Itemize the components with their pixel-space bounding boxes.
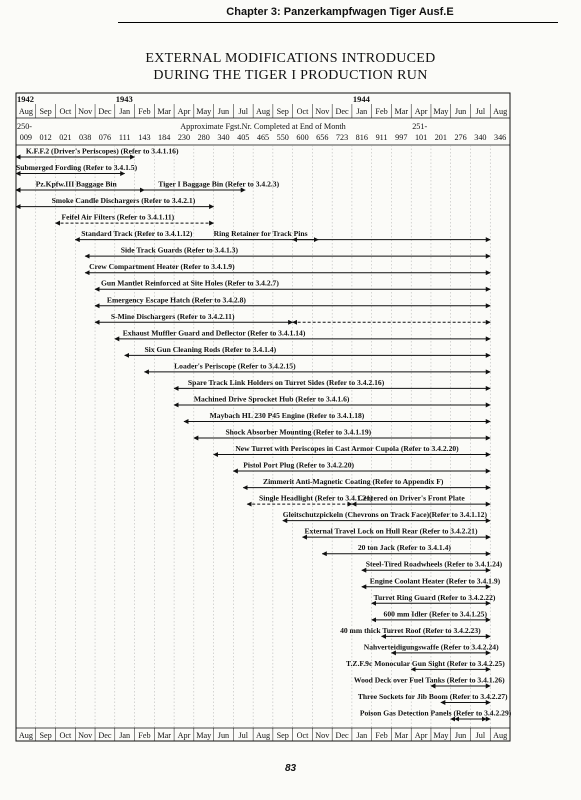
month-label-bottom: Jul xyxy=(238,731,249,740)
fgst-value: 405 xyxy=(237,133,250,142)
month-label-top: Mar xyxy=(157,107,172,116)
fgst-prefix-1: 250- xyxy=(17,122,33,131)
month-label-bottom: Apr xyxy=(177,731,191,740)
page-title-line-1: EXTERNAL MODIFICATIONS INTRODUCED xyxy=(145,51,436,66)
fgst-value: 143 xyxy=(138,133,151,142)
timeline-label: K.F.F.2 (Driver's Periscopes) (Refer to 3.4.1.16) xyxy=(25,146,179,156)
timeline-label: Machined Drive Sprocket Hub (Refer to 3.4.1.6) xyxy=(193,394,350,404)
timeline-label: Side Track Guards (Refer to 3.4.1.3) xyxy=(120,245,239,255)
year-label: 1942 xyxy=(17,94,34,104)
fgst-value: 101 xyxy=(414,133,428,142)
timeline-label: Exhaust Muffler Guard and Deflector (Refer to 3.4.1.14) xyxy=(122,328,306,338)
timeline-label: Steel-Tired Roadwheels (Refer to 3.4.1.24) xyxy=(365,559,503,569)
timeline-label: Maybach HL 230 P45 Engine (Refer to 3.4.1.18) xyxy=(209,410,365,420)
month-label-top: Oct xyxy=(59,107,72,116)
timeline-label: Emergency Escape Hatch (Refer to 3.4.2.8) xyxy=(106,295,246,305)
month-label-top: Jan xyxy=(119,107,131,116)
month-label-top: Apr xyxy=(177,107,191,116)
month-label-bottom: Mar xyxy=(157,731,172,740)
timeline-label: Turret Ring Guard (Refer to 3.4.2.22) xyxy=(373,592,496,602)
fgst-value: 340 xyxy=(217,133,230,142)
month-label-bottom: Aug xyxy=(18,731,33,740)
month-label-bottom: Oct xyxy=(59,731,72,740)
fgst-value: 656 xyxy=(316,133,329,142)
timeline-label: Pz.Kpfw.III Baggage Bin xyxy=(35,179,117,189)
fgst-value: 600 xyxy=(296,133,309,142)
month-label-bottom: Oct xyxy=(296,731,309,740)
timeline-label: Wood Deck over Fuel Tanks (Refer to 3.4.1.26) xyxy=(353,675,505,685)
month-label-bottom: Sep xyxy=(39,731,52,740)
month-label-top: Aug xyxy=(255,107,271,116)
page-number: 83 xyxy=(284,763,297,774)
chapter-heading: Chapter 3: Panzerkampfwagen Tiger Ausf.E xyxy=(226,6,454,18)
month-label-top: Jun xyxy=(217,107,230,116)
month-label-top: Feb xyxy=(138,107,151,116)
fgst-value: 184 xyxy=(158,133,171,142)
fgst-value: 816 xyxy=(355,133,368,142)
timeline-label: Crew Compartment Heater (Refer to 3.4.1.9) xyxy=(89,262,235,272)
month-label-bottom: Feb xyxy=(138,731,151,740)
month-label-top: Jan xyxy=(356,107,368,116)
month-label-bottom: Feb xyxy=(375,731,388,740)
month-label-top: Feb xyxy=(375,107,388,116)
timeline-label: Pistol Port Plug (Refer to 3.4.2.20) xyxy=(243,460,355,470)
fgst-value: 911 xyxy=(375,133,388,142)
month-label-top: Sep xyxy=(276,107,289,116)
year-label: 1943 xyxy=(115,94,133,104)
fgst-header: Approximate Fgst.Nr. Completed at End of Month xyxy=(180,122,346,131)
timeline-label: Nahverteidigungswaffe (Refer to 3.4.2.24) xyxy=(363,642,499,652)
month-label-top: May xyxy=(433,107,449,116)
month-label-top: Mar xyxy=(394,107,409,116)
page-title-line-2: DURING THE TIGER I PRODUCTION RUN xyxy=(153,68,428,83)
fgst-value: 465 xyxy=(256,133,270,142)
month-label-bottom: Nov xyxy=(315,731,330,740)
month-label-top: Aug xyxy=(18,107,33,116)
timeline-label: Smoke Candle Dischargers (Refer to 3.4.2.1) xyxy=(51,196,196,206)
timeline-label: Zimmerit Anti-Magnetic Coating (Refer to Appendix F) xyxy=(263,477,444,487)
fgst-value: 340 xyxy=(474,133,487,142)
month-label-top: Jul xyxy=(475,107,486,116)
month-label-bottom: Aug xyxy=(493,731,508,740)
timeline-label: Gun Mantlet Reinforced at Site Holes (Refer to 3.4.2.7) xyxy=(100,278,279,288)
month-label-top: May xyxy=(196,107,212,116)
month-label-bottom: Mar xyxy=(394,731,409,740)
timeline-label: Submerged Fording (Refer to 3.4.1.5) xyxy=(16,163,138,173)
timeline-label: Shock Absorber Mounting (Refer to 3.4.1.19) xyxy=(225,427,372,437)
month-label-top: Sep xyxy=(39,107,52,116)
timeline-label: Six Gun Cleaning Rods (Refer to 3.4.1.4) xyxy=(144,344,277,354)
fgst-value: 021 xyxy=(59,133,72,142)
month-label-bottom: Dec xyxy=(98,731,112,740)
month-label-top: Nov xyxy=(78,107,93,116)
fgst-value: 280 xyxy=(197,133,210,142)
year-label: 1944 xyxy=(352,94,370,104)
month-label-bottom: Jan xyxy=(356,731,368,740)
month-label-bottom: Jun xyxy=(454,731,467,740)
month-label-bottom: Jan xyxy=(119,731,131,740)
timeline-label: New Turret with Periscopes in Cast Armor Cupola (Refer to 3.4.2.20) xyxy=(235,444,459,454)
fgst-value: 038 xyxy=(79,133,92,142)
month-label-bottom: Apr xyxy=(414,731,428,740)
fgst-value: 230 xyxy=(177,133,191,142)
timeline-label: Centered on Driver's Front Plate xyxy=(357,493,465,503)
timeline-label: Gleitschutzpickeln (Chevrons on Track Face)(Refer to 3.4.1.12) xyxy=(282,510,487,520)
fgst-value: 276 xyxy=(454,133,467,142)
timeline-label: Loader's Periscope (Refer to 3.4.2.15) xyxy=(174,361,296,371)
timeline-label: Three Sockets for Jib Boom (Refer to 3.4.2.27) xyxy=(357,691,508,701)
fgst-prefix-2: 251- xyxy=(412,122,428,131)
fgst-value: 997 xyxy=(395,133,408,142)
month-label-top: Jul xyxy=(238,107,249,116)
timeline-label: 40 mm thick Turret Roof (Refer to 3.4.2.23) xyxy=(340,625,481,635)
fgst-value: 076 xyxy=(98,133,112,142)
fgst-value: 723 xyxy=(335,133,349,142)
month-label-bottom: Jul xyxy=(475,731,486,740)
timeline-label: Tiger I Baggage Bin (Refer to 3.4.2.3) xyxy=(158,179,280,189)
fgst-value: 009 xyxy=(19,133,33,142)
timeline-label: Single Headlight (Refer to 3.4.1.21) xyxy=(259,493,373,503)
fgst-value: 111 xyxy=(118,133,131,142)
month-label-top: Dec xyxy=(98,107,112,116)
timeline-label: Standard Track (Refer to 3.4.1.12) xyxy=(81,229,193,239)
fgst-value: 550 xyxy=(276,133,289,142)
timeline-label: Ring Retainer for Track Pins xyxy=(213,229,308,239)
month-label-bottom: Sep xyxy=(276,731,289,740)
fgst-value: 201 xyxy=(434,133,447,142)
timeline-label: Feifel Air Filters (Refer to 3.4.1.11) xyxy=(61,212,175,222)
fgst-value: 012 xyxy=(39,133,52,142)
timeline-label: Engine Coolant Heater (Refer to 3.4.1.9) xyxy=(369,576,501,586)
month-label-top: Dec xyxy=(335,107,349,116)
timeline-label: Poison Gas Detection Panels (Refer to 3.4.2.29) xyxy=(359,708,512,718)
month-label-bottom: May xyxy=(433,731,449,740)
month-label-bottom: Aug xyxy=(255,731,271,740)
timeline-label: T.Z.F.9c Monocular Gun Sight (Refer to 3.4.2.25) xyxy=(345,658,505,668)
month-label-top: Apr xyxy=(414,107,428,116)
timeline-label: External Travel Lock on Hull Rear (Refer to 3.4.2.21) xyxy=(304,526,478,536)
fgst-value: 346 xyxy=(493,133,507,142)
month-label-top: Jun xyxy=(454,107,467,116)
month-label-bottom: Nov xyxy=(78,731,93,740)
timeline-label: S-Mine Dischargers (Refer to 3.4.2.11) xyxy=(110,311,235,321)
month-label-bottom: Dec xyxy=(335,731,349,740)
month-label-top: Oct xyxy=(296,107,309,116)
month-label-top: Nov xyxy=(315,107,330,116)
timeline-label: 20 ton Jack (Refer to 3.4.1.4) xyxy=(357,543,451,553)
month-label-bottom: May xyxy=(196,731,212,740)
timeline-label: 600 mm Idler (Refer to 3.4.1.25) xyxy=(383,609,488,619)
timeline-label: Spare Track Link Holders on Turret Sides (Refer to 3.4.2.16) xyxy=(187,377,385,387)
month-label-top: Aug xyxy=(493,107,508,116)
month-label-bottom: Jun xyxy=(217,731,230,740)
